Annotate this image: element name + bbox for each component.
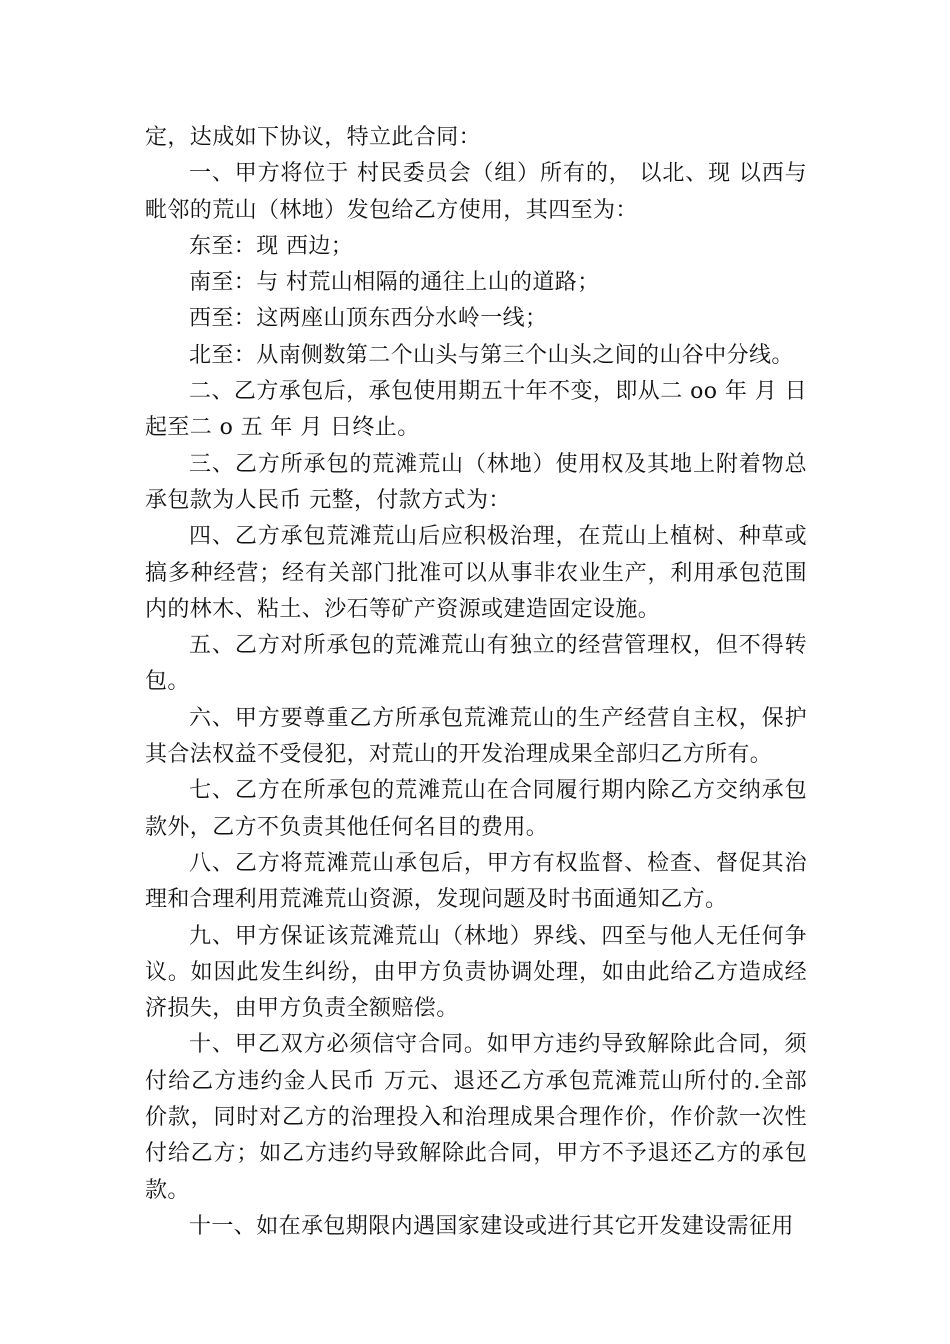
paragraph-clause-9: 九、甲方保证该荒滩荒山（林地）界线、四至与他人无任何争议。如因此发生纠纷，由甲方负责协调处理，如由此给乙方造成经济损失，由甲方负责全额赔偿。 [145,923,807,1022]
paragraph-clause-2: 二、乙方承包后，承包使用期五十年不变，即从二 oo 年 月 日起至二 o 五 年 月 日终止。 [145,379,807,441]
paragraph-clause-11: 十一、如在承包期限内遇国家建设或进行其它开发建设需征用 [189,1213,794,1239]
paragraph-clause-3: 三、乙方所承包的荒滩荒山（林地）使用权及其地上附着物总承包款为人民币 元整，付款方式为： [145,451,807,513]
paragraph-clause-8: 八、乙方将荒滩荒山承包后，甲方有权监督、检查、督促其治理和合理利用荒滩荒山资源，发现问题及时书面通知乙方。 [145,850,807,913]
paragraph-intro: 定，达成如下协议，特立此合同： [145,125,482,150]
paragraph-clause-7: 七、乙方在所承包的荒滩荒山在合同履行期内除乙方交纳承包款外，乙方不负责其他任何名目的费用。 [145,778,807,840]
paragraph-boundary-east: 东至：现 西边； [189,233,354,259]
paragraph-clause-6: 六、甲方要尊重乙方所承包荒滩荒山的生产经营自主权，保护其合法权益不受侵犯，对荒山的开发治理成果全部归乙方所有。 [145,705,807,768]
paragraph-boundary-north: 北至：从南侧数第二个山头与第三个山头之间的山谷中分线。 [189,342,794,368]
paragraph-clause-5: 五、乙方对所承包的荒滩荒山有独立的经营管理权，但不得转包。 [145,633,807,695]
document-body [145,120,807,1245]
paragraph-clause-4: 四、乙方承包荒滩荒山后应积极治理，在荒山上植树、种草或搞多种经营；经有关部门批准可以从事非农业生产，利用承包范围内的林木、粘土、沙石等矿产资源或建造固定设施。 [145,524,807,622]
paragraph-clause-1: 一、甲方将位于 村民委员会（组）所有的， 以北、现 以西与毗邻的荒山（林地）发包给乙方使用，其四至为： [145,161,807,223]
paragraph-boundary-south: 南至：与 村荒山相隔的通往上山的道路； [189,270,600,296]
paragraph-boundary-west: 西至：这两座山顶东西分水岭一线； [189,306,548,332]
paragraph-clause-10: 十、甲乙双方必须信守合同。如甲方违约导致解除此合同，须付给乙方违约金人民币 万元、退还乙方承包荒滩荒山所付的.全部价款，同时对乙方的治理投入和治理成果合理作价，作价款一次性付给乙方；如乙方违约导致解除此合同，甲方不予退还乙方的承包款。 [145,1032,807,1203]
